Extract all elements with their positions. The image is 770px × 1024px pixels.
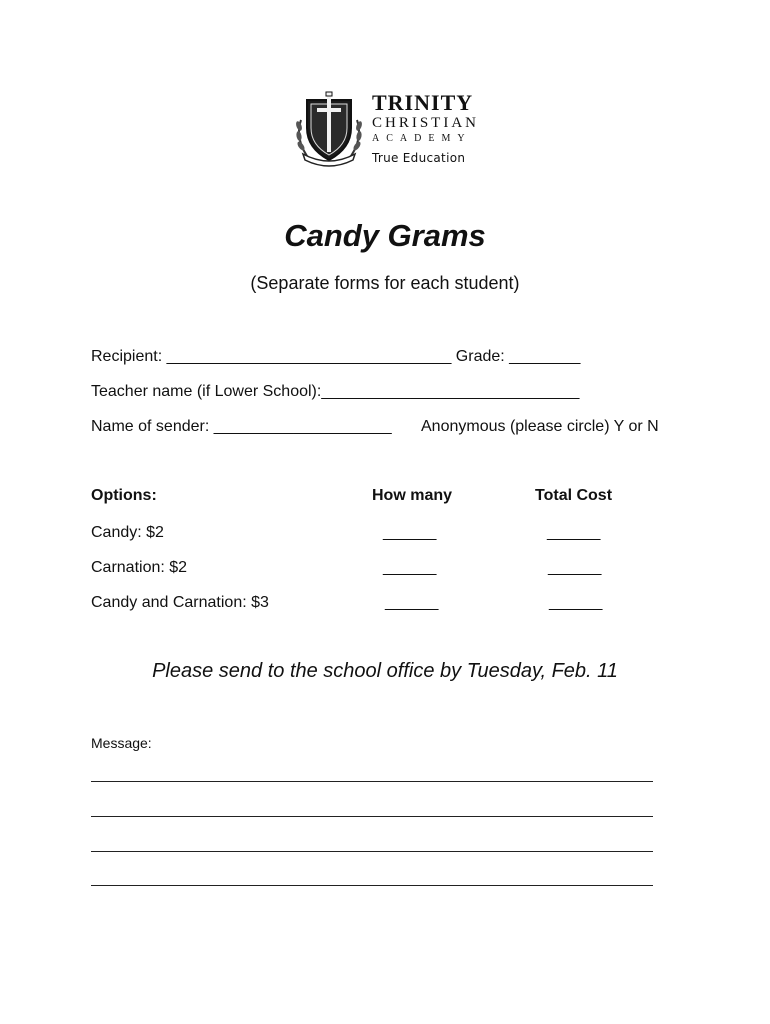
logo-tagline: True Education [372, 151, 466, 165]
page-title: Candy Grams [284, 218, 486, 253]
total-cost-blank[interactable]: ______ [549, 594, 603, 611]
message-line[interactable] [91, 781, 653, 782]
total-cost-header: Total Cost [535, 487, 613, 504]
message-line[interactable] [91, 816, 653, 817]
deadline-notice: Please send to the school office by Tuesday, Feb. 11 [152, 660, 618, 682]
message-line[interactable] [91, 885, 653, 886]
logo-name-line1: TRINITY [372, 90, 474, 115]
teacher-name-field[interactable]: Teacher name (if Lower School):_____________________________ [91, 383, 580, 400]
page-subtitle: (Separate forms for each student) [250, 273, 520, 293]
how-many-blank[interactable]: ______ [383, 524, 437, 541]
how-many-blank[interactable]: ______ [383, 559, 437, 576]
anonymous-choice[interactable]: Anonymous (please circle) Y or N [421, 418, 659, 435]
logo-name-line3: ACADEMY [372, 133, 472, 144]
option-label: Candy: $2 [91, 524, 164, 541]
total-cost-blank[interactable]: ______ [548, 559, 602, 576]
message-label: Message: [91, 735, 152, 751]
shield-cross-icon [293, 90, 365, 168]
how-many-header: How many [372, 487, 453, 504]
recipient-grade-field[interactable]: Recipient: ________________________________ Grade: ________ [91, 348, 581, 365]
options-header: Options: [91, 487, 157, 504]
message-line[interactable] [91, 851, 653, 852]
option-label: Candy and Carnation: $3 [91, 594, 269, 611]
school-logo-text [372, 92, 479, 165]
total-cost-blank[interactable]: ______ [547, 524, 601, 541]
sender-name-field[interactable]: Name of sender: ____________________ [91, 418, 392, 435]
option-label: Carnation: $2 [91, 559, 188, 576]
logo-name-line2: CHRISTIAN [372, 115, 480, 131]
how-many-blank[interactable]: ______ [385, 594, 439, 611]
